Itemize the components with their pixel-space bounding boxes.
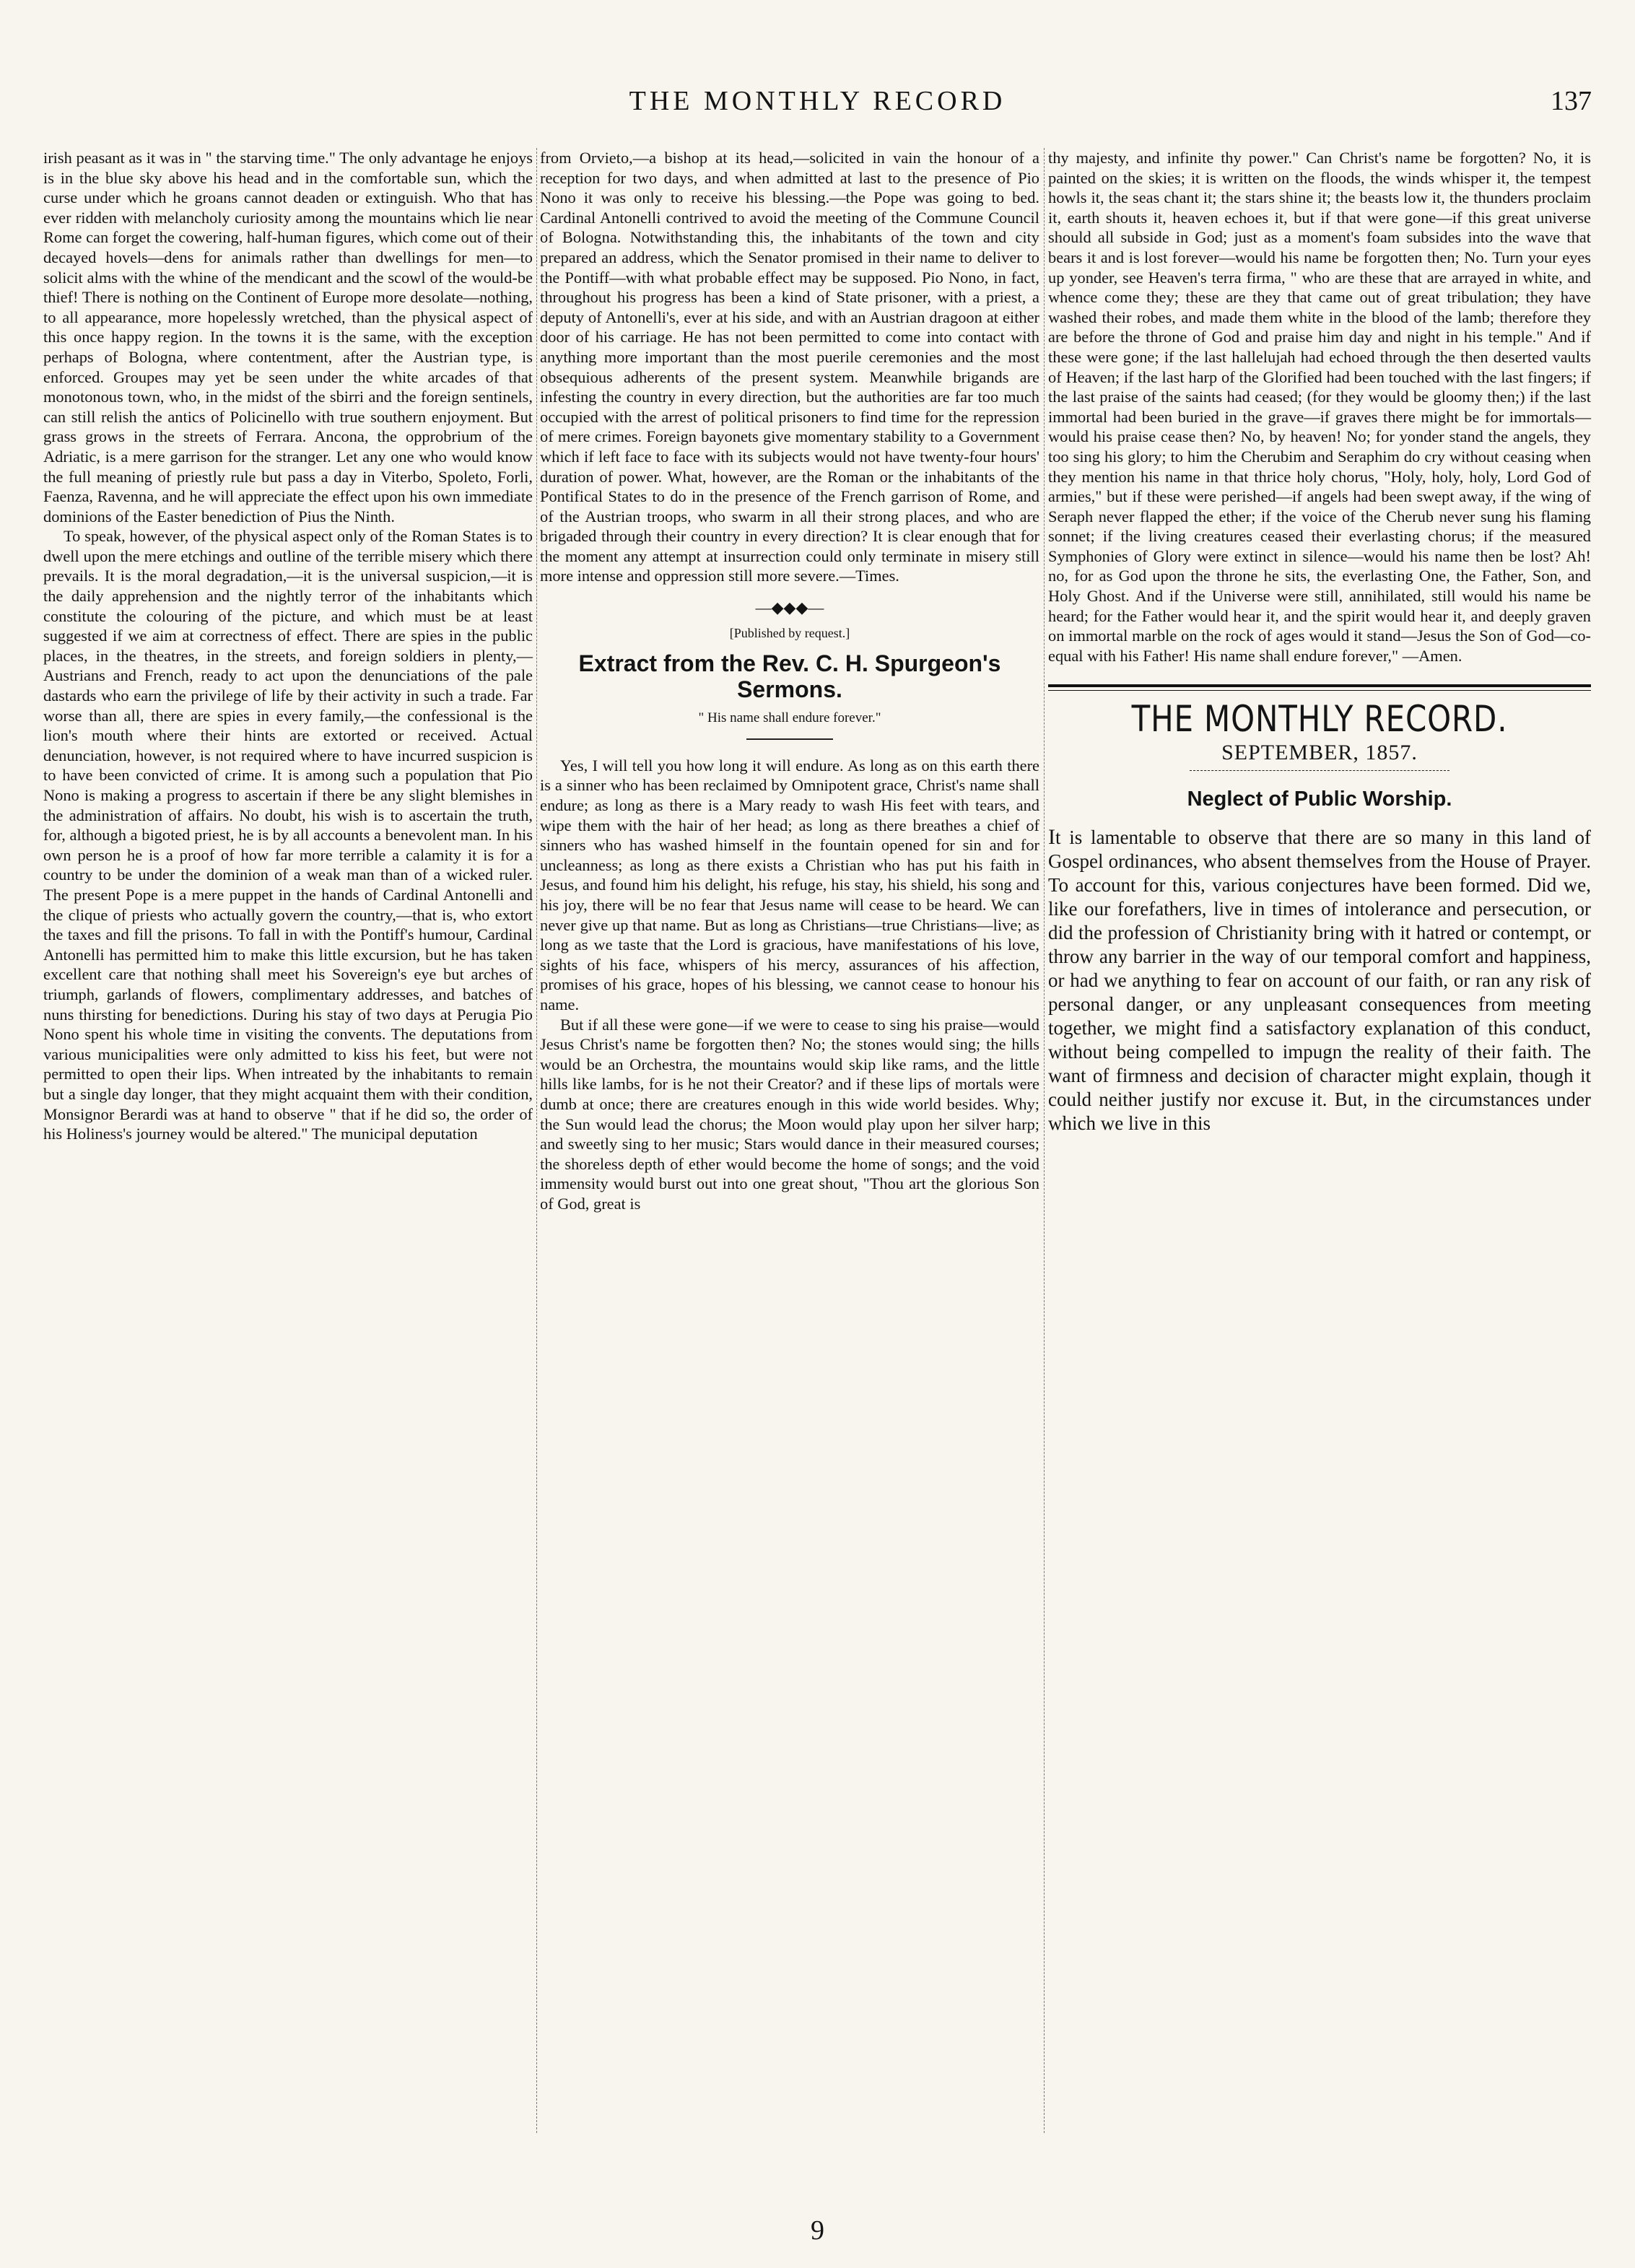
article-title: Extract from the Rev. C. H. Spurgeon's Sermons.	[578, 650, 1001, 703]
masthead-date: SEPTEMBER, 1857.	[1221, 741, 1418, 765]
page-header	[43, 85, 1592, 128]
paragraph: But if all these were gone—if we were to cease to sing his praise—would Jesus Christ's name be forgotten then? No; the stones would sing; the hills would be an Orchestra, the mountains would skip like rams, and the little hills like lambs, for is he not their Creator? and if these lips of mortals were dumb at once; there are creatures enough in this wide world besides. Why; the Sun would lead the chorus; the Moon would play upon her silver harp; and sweetly sing to her music; Stars would dance in their measured courses; the shoreless depth of ether would become the home of songs; and the void immensity would burst out into one great shout, "Thou art the glorious Son of God, great is	[540, 1015, 1039, 1213]
paragraph	[1048, 825, 1591, 1135]
paragraph: from Orvieto,—a bishop at its head,—solicited in vain the honour of a reception for two days, and when admitted at last to the presence of Pio Nono it was only to receive his blessing.—the Pope was going to bed. Cardinal Antonelli contrived to avoid the meeting of the Commune Council of Bologna. Notwithstanding this, the inhabitants of the town and city prepared an address, which the Senator promised in their name to deliver to the Pontiff—with what probable effect may be supposed. Pio Nono, in fact, throughout his progress has been a kind of State prisoner, with a priest, a deputy of Antonelli's, ever at his side, and with an Austrian dragoon at either door of his carriage. He has not been permitted to come into contact with anything more important than the most puerile ceremonies and the most obsequious adherents of the present system. Meanwhile brigands are infesting the country in every direction, but the authorities are far too much occupied with the arrest of political prisoners to find time for the repression of mere crimes. Foreign bayonets give momentary stability to a Government which if left face to face with its subjects would not have twenty-four hours' duration of power. What, however, are the Roman or the inhabitants of the Pontifical States to do in the presence of the French garrison of Rome, and of the Austrian troops, who swarm in all their strong places, and who are brigaded through their country in every direction? It is clear enough that for the moment any attempt at insurrection could only terminate in misery still more intense and oppression still more severe.—Times.	[540, 149, 1039, 585]
column-2	[540, 148, 1039, 1214]
ornament-divider: —◆◆◆—	[755, 598, 824, 617]
section-rule-thick	[1048, 684, 1591, 687]
paragraph: To speak, however, of the physical aspect only of the Roman States is to dwell upon the mere etchings and outline of the terrible misery which there prevails. It is the moral degradation,—it is the universal suspicion,—it is the daily apprehension and the nightly terror of the inhabitants which constitute the colouring of the picture, and which must be at least suggested if we aim at correctness of effect. There are spies in the public places, in the theatres, in the streets, and foreign soldiers in plenty,—Austrians and French, ready to act upon the denunciations of the pale dastards who earn the privilege of life by their activity in such a trade. Far worse than all, there are spies in every family,—the confessional is the lion's mouth where their hints are extorted or received. Actual denunciation, however, is not required where to have incurred suspicion is to have been convicted of crime. It is among such a population that Pio Nono is making a progress to ascertain if there be any slight blemishes in the administration of affairs. No doubt, his wish is to ascertain the truth, for, although a bigoted priest, he is by all accounts a benevolent man. In his own person he is a proof of how far more terrible a calamity it is for a country to be under the dominion of a weak man than of a wicked ruler. The present Pope is a mere puppet in the hands of Cardinal Antonelli and the clique of priests who actually govern the country,—that is, who extort the taxes and fill the prisons. To fall in with the Pontiff's humour, Cardinal Antonelli has permitted him to make this little excursion, but he has taken excellent care that nothing shall meet his Sovereign's eye but arches of triumph, garlands of flowers, complimentary addresses, and batches of nuns thirsting for benedictions. During his stay of two days at Perugia Pio Nono spent his whole time in visiting the convents. The deputations from various municipalities were only admitted to kiss his feet, but were not permitted to open their lips. When intreated by the inhabitants to remain but a single day longer, that they might acquaint them with their condition, Monsignor Berardi was at hand to observe " that if he did so, the order of his Holiness's journey would be altered." The municipal deputation	[43, 527, 533, 1143]
section-rule-thin	[1048, 690, 1591, 691]
running-title: THE MONTHLY RECORD	[629, 86, 1006, 116]
drop-cap: I	[1048, 825, 1055, 850]
paragraph-text: t is lamentable to observe that there are so many in this land of Gospel ordinances, who absent themselves from the House of Prayer. To account for this, various conjectures have been formed. Did we, like our forefathers, live in times of intolerance and persecution, or did the profession of Christianity bring with it hatred or contempt, or throw any barrier in the way of our temporal comfort and happiness, or had we anything to fear on account of our faith, or ran any risk of personal danger, or any unpleasant consequences from meeting together, we might find a satisfactory explanation of this conduct, without being compelled to impugn the reality of their faith. The want of firmness and decision of character might explain, though it could neither justify nor excuse it. But, in the circumstances under which we live in this	[1048, 826, 1591, 1135]
paragraph: Yes, I will tell you how long it will endure. As long as on this earth there is a sinner who has been reclaimed by Omnipotent grace, Christ's name shall endure; as long as there is a Mary ready to wash His feet with tears, and wipe them with the hair of her head; as long as there breathes a chief of sinners who has washed himself in the fountain opened for sin and for uncleanness; as long as there exists a Christian who has put his faith in Jesus, and found him his delight, his refuge, his stay, his shield, his song and his joy, there will be no fear that Jesus name will cease to be heard. We can never give up that name. But as long as Christians—true Christians—live; as long as we taste that the Lord is gracious, have manifestations of his love, sights of his face, whispers of his mercy, assurances of his affection, promises of his grace, hopes of his blessing, we cannot cease to honour his name.	[540, 756, 1039, 1013]
column-3	[1048, 148, 1591, 1135]
signature-mark: 9	[811, 2215, 824, 2246]
column-1	[43, 148, 533, 1144]
short-rule	[746, 738, 833, 740]
published-note: [Published by request.]	[729, 625, 850, 640]
column-divider	[1044, 148, 1045, 2133]
paragraph: thy majesty, and infinite thy power." Can Christ's name be forgotten? No, it is painted on the skies; it is written on the floods, the winds whisper it, the tempest howls it, the seas chant it; the stars shine it; the beasts low it, the thunders proclaim it, earth shouts it, heaven echoes it, but if that were gone—if this great universe should all subside in God; just as a moment's foam subsides into the wave that bears it and is lost forever—would his name be forgotten then; No. Turn your eyes up yonder, see Heaven's terra firma, " who are these that are arrayed in white, and whence come they; these are they that came out of great tribulation; they have washed their robes, and made them white in the blood of the lamb; therefore they are before the throne of God and praise him day and night in his temple." And if these were gone; if the last hallelujah had echoed through the then deserted vaults of Heaven; if the last harp of the Glorified had been touched with the last fingers; if the last praise of the saints had ceased; (for they would be gloomy then;) if the last immortal had been buried in the grave—if graves there might be for immortals—would his praise cease then? No, by heaven! No; for yonder stand the angels, they too sing his glory; to him the Cherubim and Seraphim do cry without ceasing when they mention his name in that thrice holy chorus, "Holy, holy, holy, Lord God of armies," but if these were perished—if angels had been swept away, if the wing of Seraph never flapped the ether; if the voice of the Cherub never sung his flaming sonnet; if the living creatures ceased their everlasting chorus; if the measured Symphonies of Glory were extinct in silence—would his name then be lost? Ah! no, for as God upon the throne he sits, the everlasting One, the Father, Son, and Holy Ghost. And if the Universe were still, annihilated, still would his name be heard; for the Father would hear it, and the spirit would hear it, and deeply graven on immortal marble on the rock of ages would it stand—Jesus the Son of God—co-equal with his Father! His name shall endure forever," —Amen.	[1048, 149, 1591, 665]
masthead-title: THE MONTHLY RECORD.	[1131, 698, 1508, 741]
article-motto: " His name shall endure forever."	[698, 710, 881, 726]
page-number: 137	[1551, 86, 1592, 116]
section-title: Neglect of Public Worship.	[1187, 787, 1452, 811]
masthead-rule	[1190, 770, 1449, 771]
paragraph: irish peasant as it was in " the starving time." The only advantage he enjoys is in the blue sky above his head and in the comfortable sun, which the curse under which he groans cannot deaden or extinguish. Who that has ever ridden with melancholy curiosity among the mountains which lie near Rome can forget the cowering, half-human figures, which come out of their decayed hovels—dens for animals rather than dwellings for men—to solicit alms with the whine of the mendicant and the scowl of the would-be thief! There is nothing on the Continent of Europe more desolate—nothing, to all appearance, more hopelessly wretched, than the physical aspect of this once happy region. In the towns it is the same, with the exception perhaps of Bologna, where contentment, after the Austrian type, is enforced. Groupes may yet be seen under the white arcades of that monotonous town, who, in the midst of the sbirri and the foreign sentinels, can still relish the antics of Policinello with true southern enjoyment. But grass grows in the streets of Ferrara. Ancona, the opprobrium of the Adriatic, is a mere garrison for the stranger. Let any one who would know the full meaning of priestly rule but pass a day in Viterbo, Spoleto, Forli, Faenza, Ravenna, and he will appreciate the effect upon his own immediate dominions of the Easter benediction of Pius the Ninth.	[43, 149, 533, 525]
column-divider	[536, 148, 537, 2133]
